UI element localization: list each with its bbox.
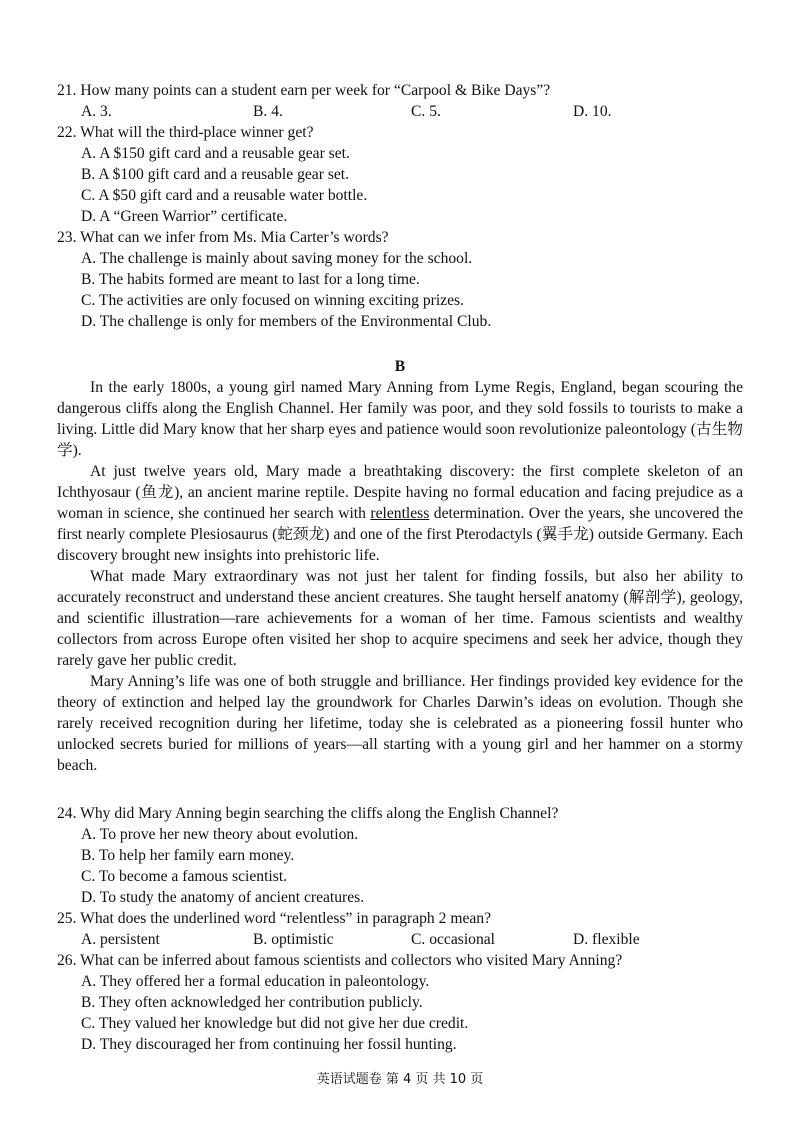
passage-paragraph-4: Mary Anning’s life was one of both struggle and brilliance. Her findings provided key evidence for the theory of extinction and helped lay the groundwork for Charles Darwin’s ideas on evolution. Though she rarely received recognition during her lifetime, today she is celebrated as a pioneering fossil hunter who unlocked secrets buried for millions of years—all starting with a young girl and her hammer on a stormy beach. xyxy=(57,673,743,774)
question-25-option-c: C. occasional xyxy=(411,931,496,948)
question-26-stem: 26. What can be inferred about famous scientists and collectors who visited Mary Anning? xyxy=(57,952,623,969)
question-22-option-a: A. A $150 gift card and a reusable gear set. xyxy=(81,145,350,162)
question-23-option-b: B. The habits formed are meant to last for a long time. xyxy=(81,271,420,288)
question-25-option-d: D. flexible xyxy=(573,931,640,948)
question-24-option-d: D. To study the anatomy of ancient creatures. xyxy=(81,889,365,906)
question-21-options xyxy=(57,101,757,122)
question-21-option-c: C. 5. xyxy=(411,103,441,120)
passage-paragraph-3: What made Mary extraordinary was not just her talent for finding fossils, but also her ability to accurately reconstruct and understand these ancient creatures. She taught herself anatomy (解剖学), geology, and scientific illustration—rare achievements for a woman of her time. Famous scientists and wealthy collectors from across Europe often visited her shop to acquire specimens and seek her advice, though they rarely gave her public credit. xyxy=(57,568,743,669)
question-25-options xyxy=(57,929,757,950)
question-25-option-b: B. optimistic xyxy=(253,931,334,948)
question-25-stem: 25. What does the underlined word “relentless” in paragraph 2 mean? xyxy=(57,910,492,927)
question-21-option-a: A. 3. xyxy=(81,103,112,120)
question-24-option-b: B. To help her family earn money. xyxy=(81,847,295,864)
section-heading: B xyxy=(394,358,406,375)
question-22-option-c: C. A $50 gift card and a reusable water bottle. xyxy=(81,187,368,204)
questions-24-26 xyxy=(57,803,757,1055)
question-25-option-a: A. persistent xyxy=(81,931,160,948)
page-footer: 英语试题卷 第 4 页 共 10 页 xyxy=(316,1072,484,1087)
question-21-option-d: D. 10. xyxy=(573,103,612,120)
question-23-option-d: D. The challenge is only for members of the Environmental Club. xyxy=(81,313,492,330)
question-22-option-b: B. A $100 gift card and a reusable gear set. xyxy=(81,166,350,183)
question-23-option-c: C. The activities are only focused on winning exciting prizes. xyxy=(81,292,464,309)
question-26-option-c: C. They valued her knowledge but did not give her due credit. xyxy=(81,1015,469,1032)
question-21-option-b: B. 4. xyxy=(253,103,283,120)
question-21-stem: 21. How many points can a student earn per week for “Carpool & Bike Days”? xyxy=(57,82,551,99)
question-26-option-d: D. They discouraged her from continuing her fossil hunting. xyxy=(81,1036,457,1053)
question-24-option-c: C. To become a famous scientist. xyxy=(81,868,288,885)
question-22-option-d: D. A “Green Warrior” certificate. xyxy=(81,208,288,225)
question-24-option-a: A. To prove her new theory about evolution. xyxy=(81,826,359,843)
question-24-stem: 24. Why did Mary Anning begin searching the cliffs along the English Channel? xyxy=(57,805,559,822)
passage-paragraph-1: In the early 1800s, a young girl named Mary Anning from Lyme Regis, England, began scouring the dangerous cliffs along the English Channel. Her family was poor, and they sold fossils to tourists to make a living. Little did Mary know that her sharp eyes and patience would soon revolutionize paleontology (古生物学). xyxy=(57,379,743,459)
passage-paragraph-2 xyxy=(57,461,743,566)
question-22-stem: 22. What will the third-place winner get? xyxy=(57,124,314,141)
paragraph-2-text-after: determination. Over the years, she uncovered the first nearly complete Plesiosaurus (蛇颈龙) and one of the first Pterodactyls (翼手龙) outside Germany. Each discovery brought new insights into prehistoric life. xyxy=(57,505,743,564)
question-23-option-a: A. The challenge is mainly about saving money for the school. xyxy=(81,250,473,267)
questions-21-23 xyxy=(57,80,757,332)
question-26-option-a: A. They offered her a formal education in paleontology. xyxy=(81,973,430,990)
reading-passage xyxy=(57,377,743,776)
question-26-option-b: B. They often acknowledged her contribution publicly. xyxy=(81,994,423,1011)
underlined-word: relentless xyxy=(370,505,430,522)
paragraph-2-text-before: At just twelve years old, Mary made a breathtaking discovery: the first complete skeleton of an Ichthyosaur (鱼龙), an ancient marine reptile. Despite having no formal education and facing prejudice as a woman in science, she continued her search with xyxy=(57,463,743,522)
question-23-stem: 23. What can we infer from Ms. Mia Carter’s words? xyxy=(57,229,389,246)
